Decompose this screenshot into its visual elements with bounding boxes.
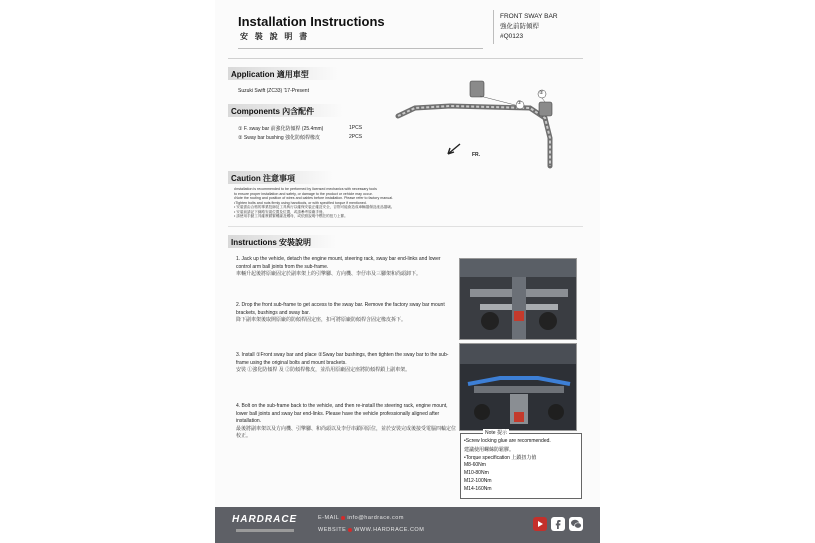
step-text-en: 1. Jack up the vehicle, detach the engine mount, steering rack, sway bar end-links and lower control arm ball joints from the sub-frame. <box>236 256 441 270</box>
youtube-icon[interactable] <box>533 517 547 531</box>
part-number: #Q0123 <box>500 33 524 40</box>
component-qty: 1PCS <box>349 125 363 131</box>
step-text-en: 3. Install ①Front sway bar and place ②Sway bar bushings, then tighten the sway bar to the sub-frame using the original bolts and mount brackets. <box>236 352 449 366</box>
step-3-4-photo <box>459 343 577 431</box>
instruction-step <box>236 302 456 325</box>
application-heading: Application 適用車型 <box>231 70 309 79</box>
front-direction-label: FR. <box>472 152 481 158</box>
note-heading: Note 提示 <box>485 430 507 436</box>
note-line: M10-80Nm <box>464 470 489 476</box>
section-divider <box>228 58 583 59</box>
step-text-en: 2. Drop the front sub-frame to get access to the sway bar. Remove the factory sway bar mount brackets, bushings and sway bar. <box>236 302 445 316</box>
note-line: 建議使用螺絲防鬆膠。 <box>464 447 515 453</box>
note-line: •Torque specification 上鎖扭力值 <box>464 455 537 461</box>
component-qty: 2PCS <box>349 134 363 140</box>
hardrace-logo: HARDRACE <box>232 514 298 525</box>
instruction-step <box>236 256 456 279</box>
facebook-icon[interactable] <box>551 517 565 531</box>
product-name: FRONT SWAY BAR <box>500 13 558 20</box>
page-title: Installation Instructions <box>238 14 385 29</box>
bullet-icon <box>348 528 352 532</box>
logo-underline <box>236 529 294 532</box>
caution-line: • 安裝需由合格的專業技師及工具執行以確保安裝正確及安全，否則可能會造成車輛損傷及產品損壞。 <box>234 205 395 209</box>
email-label: E-MAIL <box>318 515 340 521</box>
wechat-icon[interactable] <box>569 517 583 531</box>
callout-2-line <box>542 98 545 102</box>
caution-line: • 安裝前請記下線路安裝位置及位置，或請參考原廠手冊。 <box>234 209 327 214</box>
callout-2-label: ② <box>539 90 544 96</box>
step-text-zh: 安裝 ①強化防傾桿 及 ②防傾桿橡皮，並沿用原廠固定座將防傾桿鎖上副車架。 <box>236 367 411 374</box>
vehicle-fitment: Suzuki Swift (ZC33) '17-Present <box>238 88 309 94</box>
instructions-heading: Instructions 安裝說明 <box>231 238 312 247</box>
header-vertical-divider <box>493 10 494 44</box>
note-line: •Screw locking glue are recommended. <box>464 438 551 444</box>
website-label: WEBSITE <box>318 527 347 533</box>
caution-line: • 請使用手動工具確實鎖緊螺絲及螺母，或依照說明中標註的扭力上緊。 <box>234 214 348 218</box>
instruction-step <box>236 403 456 441</box>
title-divider <box>238 48 483 49</box>
note-line: M8-60Nm <box>464 462 486 468</box>
front-arrow-icon <box>448 144 460 154</box>
email-link[interactable]: info@hardrace.com <box>347 515 404 521</box>
subframe-image <box>460 344 577 431</box>
bushing-right <box>539 102 552 116</box>
step-text-zh: 最後將副車架以及方向機、引擎腳、和尚頭以及李仔串鎖回原位，並於安裝完成後接受電腦四輪定位校正。 <box>236 425 457 440</box>
step-text-zh: 車輛升起後將原廠固定於副車架上的引擎腳、方向機、李仔串及三腳架和尚頭卸下。 <box>236 271 422 278</box>
instruction-step <box>236 352 456 375</box>
product-info <box>500 12 558 42</box>
components-heading: Components 內含配件 <box>231 107 315 116</box>
caution-line: •Installation is recommended to be performed by licensed mechanics with necessary tools <box>234 187 377 191</box>
bushing-left <box>470 81 484 97</box>
page-title-zh: 安 裝 說 明 書 <box>240 32 310 41</box>
caution-line: to ensure proper installation and safety, or damage to the product or vehicle may occur. <box>234 191 373 196</box>
note-line: M12-100Nm <box>464 478 492 484</box>
note-line: M14-160Nm <box>464 486 492 492</box>
website-line <box>318 527 424 533</box>
undercarriage-image <box>460 259 577 340</box>
caution-line: •Tighten bolts and nuts firmly using handtools, or with specified torque if mentioned. <box>234 200 367 205</box>
callout-1-line <box>480 96 515 105</box>
caution-line: •Note the routing and position of wires and cables before installation. Please refer to factory manual. <box>234 196 394 200</box>
callout-1-label: ① <box>517 100 522 106</box>
caution-heading: Caution 注意事項 <box>231 174 295 183</box>
component-item: ② Sway bar bushing 強化防傾桿橡皮 <box>238 135 321 141</box>
sway-bar-diagram <box>390 68 580 180</box>
component-item: ① F. sway bar 前強化防傾桿 (25.4mm) <box>238 126 324 132</box>
step-1-2-photo <box>459 258 577 340</box>
bullet-icon <box>341 516 345 520</box>
product-name-zh: 強化前防傾桿 <box>500 23 539 30</box>
email-line <box>318 515 404 521</box>
section-divider <box>228 226 583 227</box>
website-link[interactable]: WWW.HARDRACE.COM <box>354 527 425 533</box>
step-text-zh: 降下副車架後取開原廠的防傾桿固定座，扣可將原廠防傾桿含固定橡皮拆下。 <box>236 317 407 324</box>
step-text-en: 4. Bolt on the sub-frame back to the vehicle, and then re-install the steering rack, engine mount, lower ball joints and sway bar end-links. Please have the vehicle professionally aligned after installation. <box>236 403 448 425</box>
